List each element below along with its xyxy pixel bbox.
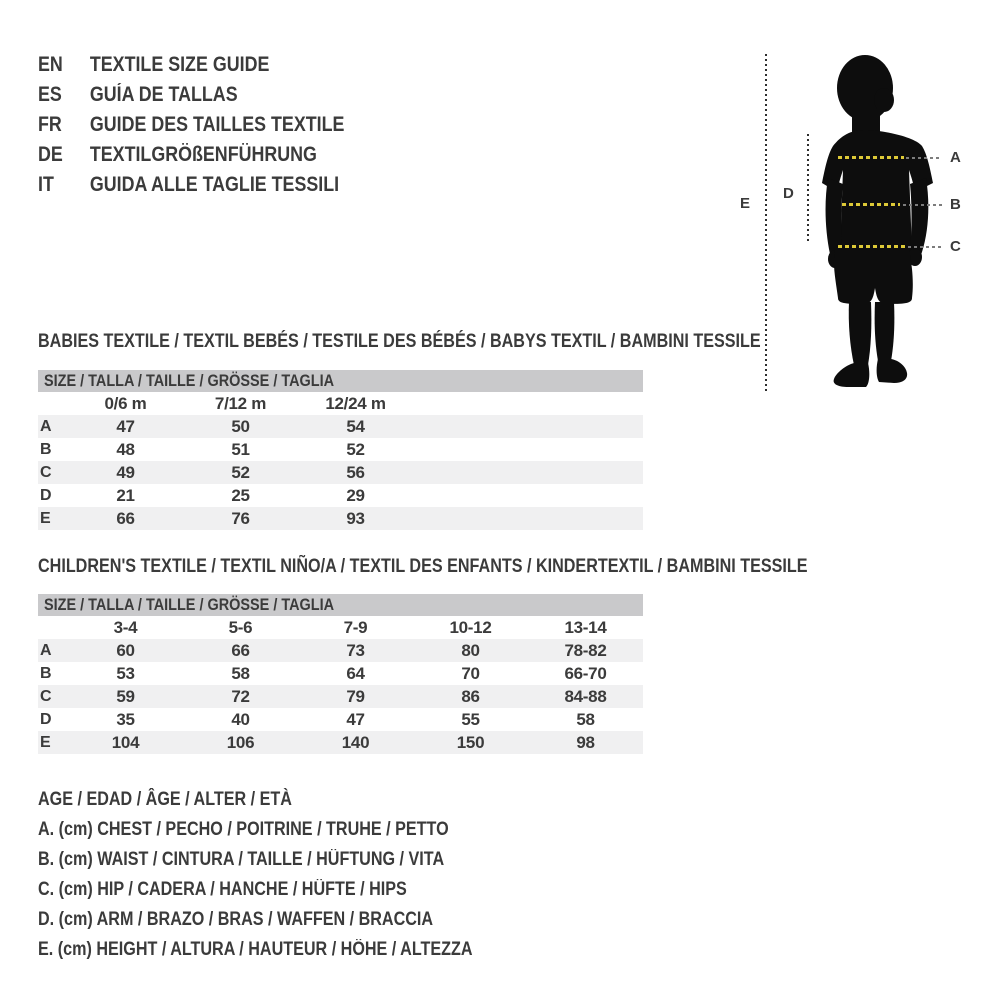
row-label: C [40, 687, 52, 705]
table-row [38, 507, 643, 530]
table-row [38, 731, 643, 754]
legend-chest-line: A. (cm) CHEST / PECHO / POITRINE / TRUHE / PETTO [38, 819, 449, 840]
size-value: 54 [346, 416, 365, 436]
table-row [38, 415, 643, 438]
size-value: 104 [111, 732, 140, 752]
table-row [38, 461, 643, 484]
size-value: 66 [231, 640, 250, 660]
waist-measure-label: B [950, 196, 961, 213]
size-value: 98 [576, 732, 595, 752]
legend-height-line: E. (cm) HEIGHT / ALTURA / HAUTEUR / HÖHE / ALTEZZA [38, 939, 473, 960]
column-header: 12/24 m [325, 393, 386, 413]
size-value: 52 [346, 439, 365, 459]
column-header: 5-6 [228, 617, 253, 637]
column-header: 13-14 [564, 617, 607, 637]
language-title: TEXTILGRÖßENFÜHRUNG [89, 143, 317, 166]
table-row [38, 484, 643, 507]
size-value: 49 [116, 462, 135, 482]
column-header: 7-9 [343, 617, 368, 637]
size-value: 59 [116, 686, 135, 706]
table-row [38, 438, 643, 461]
size-header-text: SIZE / TALLA / TAILLE / GRÖSSE / TAGLIA [44, 595, 335, 614]
measurement-legend [38, 785, 549, 965]
row-label: A [40, 641, 52, 659]
size-value: 21 [116, 485, 135, 505]
legend-age-line: AGE / EDAD / ÂGE / ALTER / ETÀ [38, 789, 292, 810]
size-value: 47 [116, 416, 135, 436]
table-row [38, 708, 643, 731]
size-header-text: SIZE / TALLA / TAILLE / GRÖSSE / TAGLIA [44, 371, 335, 390]
row-label: E [40, 509, 51, 527]
size-value: 150 [456, 732, 485, 752]
row-label: D [40, 486, 52, 504]
children-column-header-row [38, 616, 643, 639]
language-code: IT [38, 173, 54, 196]
arm-measure-label: D [783, 185, 794, 202]
size-value: 66 [116, 508, 135, 528]
row-label: D [40, 710, 52, 728]
size-value: 72 [231, 686, 250, 706]
chest-line-leader [906, 157, 942, 159]
size-value: 56 [346, 462, 365, 482]
language-title: GUIDE DES TAILLES TEXTILE [89, 113, 345, 136]
row-label: B [40, 440, 52, 458]
size-value: 84-88 [564, 686, 607, 706]
children-section-title: CHILDREN'S TEXTILE / TEXTIL NIÑO/A / TEXTIL DES ENFANTS / KINDERTEXTIL / BAMBINI TESSILE [38, 556, 808, 577]
language-code: EN [38, 53, 63, 76]
size-value: 25 [231, 485, 250, 505]
babies-size-table [38, 370, 643, 530]
size-value: 50 [231, 416, 250, 436]
language-code: DE [38, 143, 63, 166]
row-label: A [40, 417, 52, 435]
size-value: 76 [231, 508, 250, 528]
size-value: 106 [226, 732, 255, 752]
language-code: ES [38, 83, 62, 106]
size-value: 55 [461, 709, 480, 729]
language-code: FR [38, 113, 62, 136]
row-label: B [40, 664, 52, 682]
size-value: 58 [576, 709, 595, 729]
size-value: 52 [231, 462, 250, 482]
arm-measure-dotted-line [807, 134, 809, 242]
language-row-it [38, 170, 344, 200]
size-value: 60 [116, 640, 135, 660]
chest-measure-label: A [950, 149, 961, 166]
hip-line-leader [908, 246, 942, 248]
waist-line-leader [903, 204, 942, 206]
language-title: GUIDA ALLE TAGLIE TESSILI [89, 173, 340, 196]
size-value: 29 [346, 485, 365, 505]
language-row-de [38, 140, 344, 170]
child-silhouette-figure [818, 52, 938, 395]
column-header: 3-4 [113, 617, 138, 637]
language-row-fr [38, 110, 344, 140]
size-value: 78-82 [564, 640, 607, 660]
size-value: 86 [461, 686, 480, 706]
height-measure-label: E [740, 195, 751, 212]
language-title: TEXTILE SIZE GUIDE [89, 53, 270, 76]
legend-arm-line: D. (cm) ARM / BRAZO / BRAS / WAFFEN / BRACCIA [38, 909, 434, 930]
row-label: C [40, 463, 52, 481]
column-header: 7/12 m [214, 393, 267, 413]
chest-line-dashes [838, 156, 904, 159]
hip-line-dashes [838, 245, 905, 248]
table-row [38, 685, 643, 708]
size-value: 64 [346, 663, 365, 683]
size-value: 79 [346, 686, 365, 706]
babies-column-header-row [38, 392, 643, 415]
language-row-es [38, 80, 344, 110]
children-size-table [38, 594, 643, 754]
legend-waist-line: B. (cm) WAIST / CINTURA / TAILLE / HÜFTUNG / VITA [38, 849, 445, 870]
size-value: 80 [461, 640, 480, 660]
babies-size-header-bar [38, 370, 643, 392]
size-value: 70 [461, 663, 480, 683]
size-value: 58 [231, 663, 250, 683]
height-measure-dotted-line [765, 54, 767, 394]
table-row [38, 662, 643, 685]
legend-hip-line: C. (cm) HIP / CADERA / HANCHE / HÜFTE / HIPS [38, 879, 407, 900]
language-title: GUÍA DE TALLAS [89, 83, 238, 106]
size-value: 48 [116, 439, 135, 459]
size-value: 40 [231, 709, 250, 729]
size-value: 66-70 [564, 663, 607, 683]
size-value: 51 [231, 439, 250, 459]
size-value: 35 [116, 709, 135, 729]
table-row [38, 639, 643, 662]
row-label: E [40, 733, 51, 751]
size-value: 140 [341, 732, 370, 752]
size-value: 93 [346, 508, 365, 528]
column-header: 0/6 m [104, 393, 147, 413]
size-value: 53 [116, 663, 135, 683]
hip-measure-label: C [950, 238, 961, 255]
language-row-en [38, 50, 344, 80]
size-value: 73 [346, 640, 365, 660]
language-title-list [38, 50, 398, 200]
waist-line-dashes [842, 203, 900, 206]
children-size-header-bar [38, 594, 643, 616]
size-value: 47 [346, 709, 365, 729]
column-header: 10-12 [449, 617, 492, 637]
babies-section-title: BABIES TEXTILE / TEXTIL BEBÉS / TESTILE DES BÉBÉS / BABYS TEXTIL / BAMBINI TESSILE [38, 331, 761, 352]
